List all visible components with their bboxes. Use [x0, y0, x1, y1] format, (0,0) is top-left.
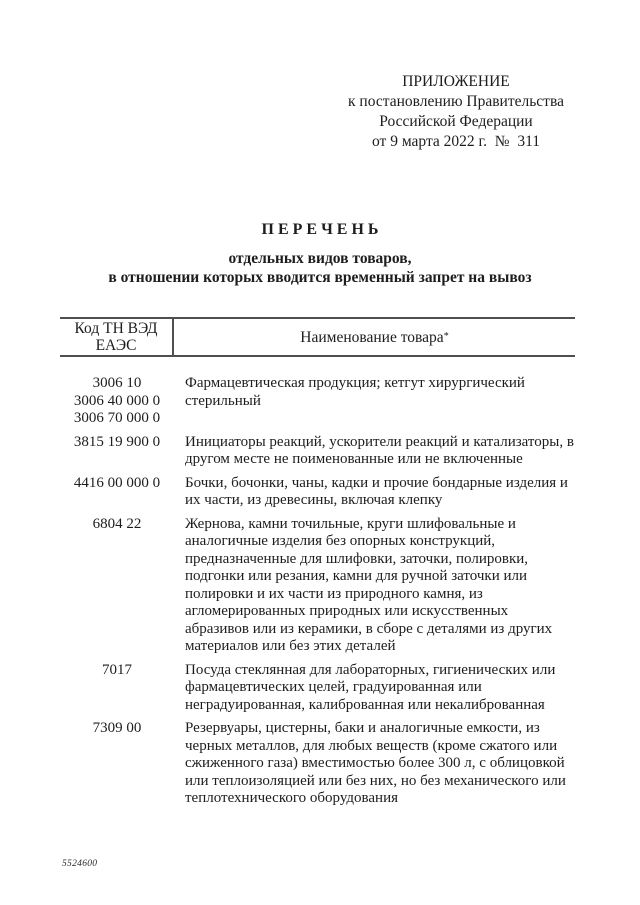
column-header-code: Код ТН ВЭД ЕАЭС: [60, 319, 174, 355]
print-code: 5524600: [62, 859, 98, 869]
table-row: [60, 375, 575, 428]
goods-name-cell: Инициаторы реакций, ускорители реакций и катализаторы, в другом месте не поименованные или не включенные: [185, 433, 574, 467]
tn-ved-code: 3006 40 000 0: [73, 392, 161, 409]
tn-ved-code: 7017: [102, 661, 132, 678]
tn-ved-code: 3006 70 000 0: [73, 410, 161, 426]
table-row: [60, 662, 575, 715]
appendix-line-1: ПРИЛОЖЕНИЕ: [402, 73, 510, 90]
table-header: [60, 317, 575, 357]
appendix-line-3: Российской Федерации: [379, 113, 533, 130]
code-cell: [60, 434, 174, 469]
subtitle-line-2: в отношении которых вводится временный запрет на вывоз: [108, 269, 532, 286]
goods-name-cell: Посуда стеклянная для лабораторных, гигиенических или фармацевтических целей, градуированная или неградуированная, калиброванная или некалиброванная: [185, 661, 556, 713]
tn-ved-code: 6804 22: [92, 515, 142, 532]
column-header-name-label: Наименование товара: [300, 328, 444, 346]
column-header-name: Наименование товара *: [300, 328, 449, 346]
goods-name-cell: Резервуары, цистерны, баки и аналогичные емкости, из черных металлов, для любых веществ (кроме сжатого или сжиженного газа) вместимостью более 300 л, с облицовкой или теплоизоляцией или без них, но без механического или теплотехнического оборудования: [185, 720, 566, 806]
code-cell: [60, 375, 174, 428]
page-subtitle: [0, 249, 640, 287]
code-cell: [60, 475, 174, 510]
appendix-header: [338, 72, 574, 152]
table-row: [60, 434, 575, 469]
table-row: [60, 720, 575, 808]
goods-name-cell: Жернова, камни точильные, круги шлифовальные и аналогичные изделия без опорных конструкций, предназначенные для шлифовки, заточки, полировки, подгонки или резания, камни для ручной заточки или полировки и их части из природного камня, из агломерированных природных или искусственных абразивов или из керамики, в сборе с деталями из других материалов или без этих деталей: [185, 515, 553, 654]
subtitle-line-1: отдельных видов товаров,: [228, 250, 412, 267]
table-row: [60, 475, 575, 510]
code-cell: [60, 720, 174, 808]
title-block: [0, 221, 640, 287]
tn-ved-code: 7309 00: [92, 720, 142, 736]
tn-ved-code: 3006 10: [92, 375, 142, 391]
goods-name-cell: Фармацевтическая продукция; кетгут хирургический стерильный: [185, 375, 525, 409]
appendix-line-4: от 9 марта 2022 г. № 311: [372, 133, 540, 150]
table-row: [60, 516, 575, 656]
tn-ved-code: 4416 00 000 0: [73, 474, 161, 491]
tn-ved-code: 3815 19 900 0: [73, 433, 161, 450]
code-cell: [60, 662, 174, 715]
code-cell: [60, 516, 174, 656]
table-body: [60, 357, 575, 808]
goods-table: [60, 317, 575, 814]
page-title: П Е Р Е Ч Е Н Ь: [261, 221, 379, 238]
appendix-line-2: к постановлению Правительства: [348, 93, 564, 110]
goods-name-cell: Бочки, бочонки, чаны, кадки и прочие бондарные изделия и их части, из древесины, включая клепку: [185, 474, 568, 508]
